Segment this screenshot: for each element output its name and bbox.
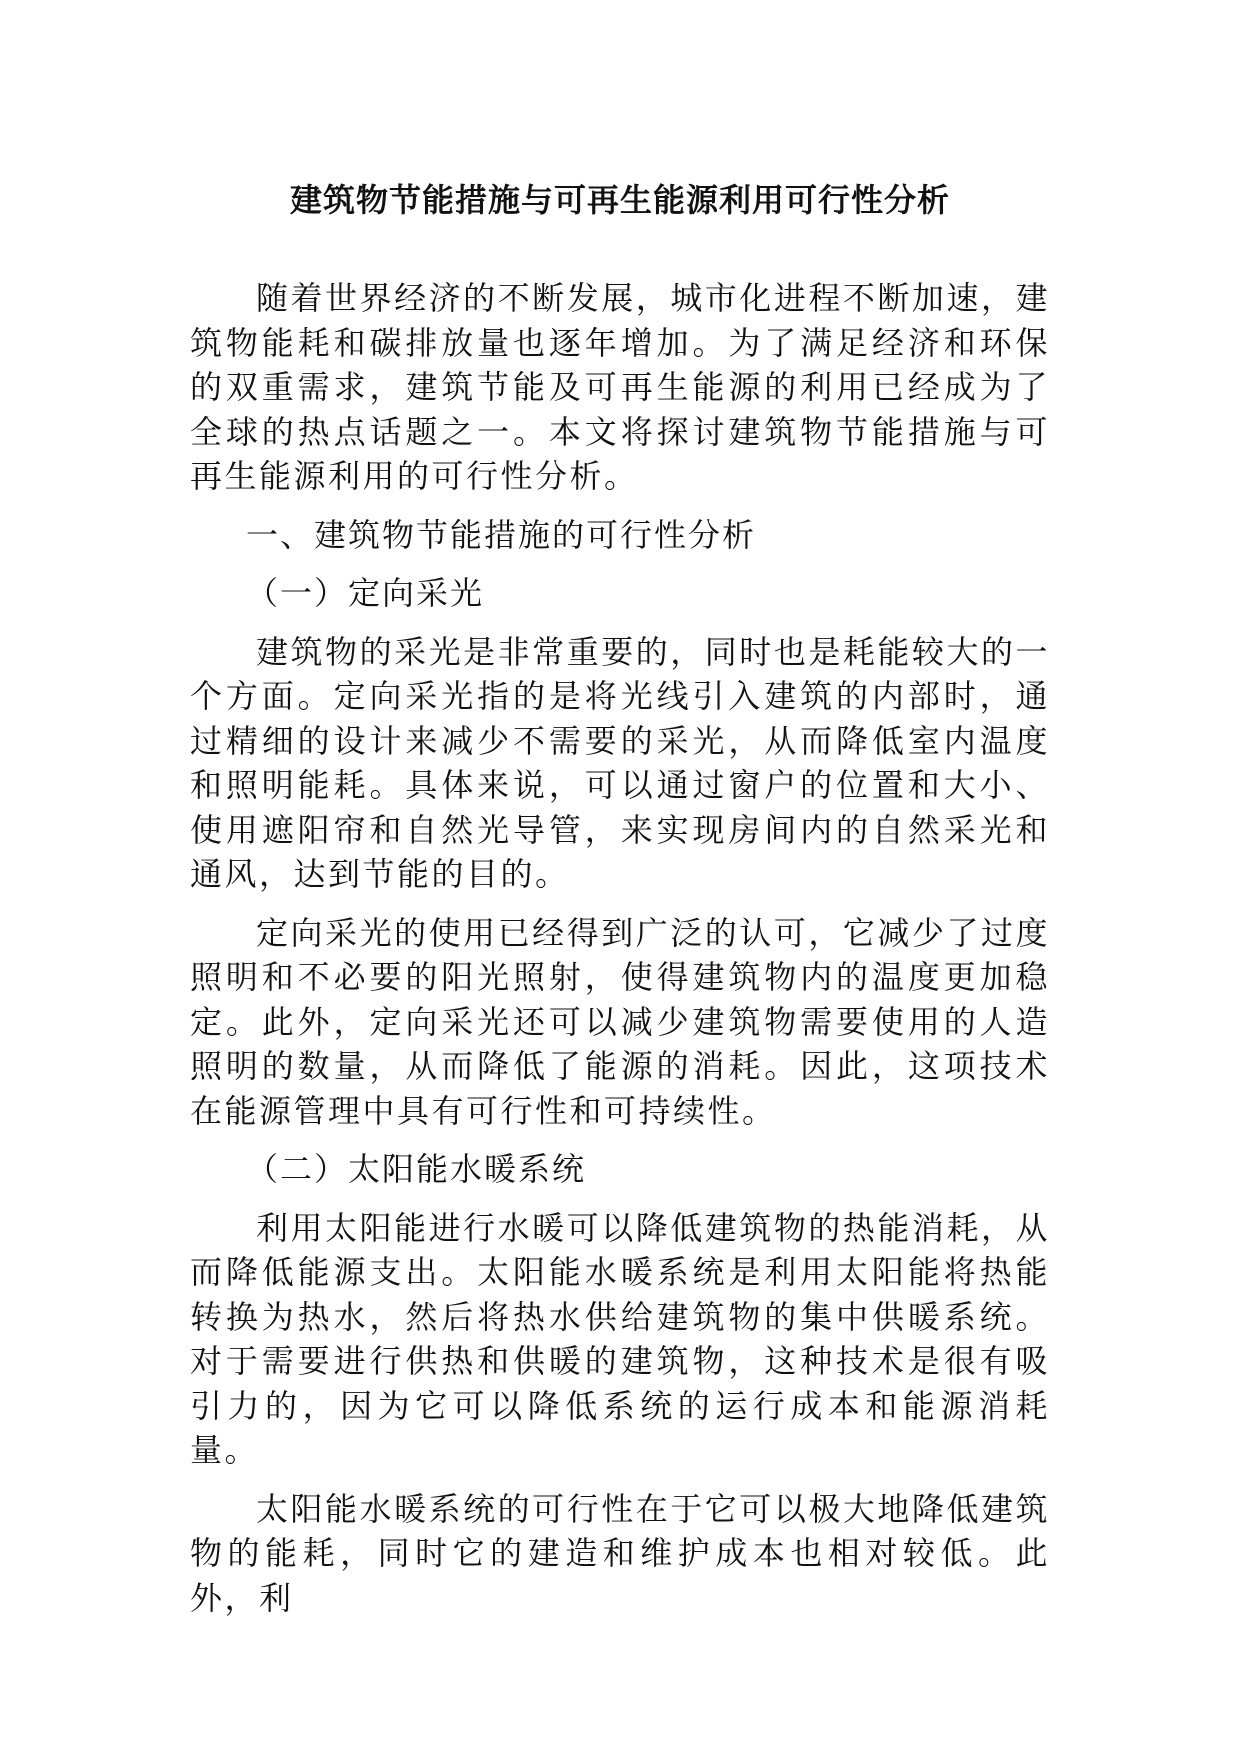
- section-heading-1: 一、建筑物节能措施的可行性分析: [246, 515, 757, 554]
- subsection-heading-2: （二）太阳能水暖系统: [246, 1150, 587, 1188]
- subsection-heading-1: （一）定向采光: [246, 574, 485, 612]
- paragraph-intro: 随着世界经济的不断发展，城市化进程不断加速，建筑物能耗和碳排放量也逐年增加。为了满足经济和环保的双重需求，建筑节能及可再生能源的利用已经成为了全球的热点话题之一。本文将探讨建筑物节能措施与可再生能源利用的可行性分析。: [190, 279, 1050, 495]
- paragraph-solar-heating-2: 太阳能水暖系统的可行性在于它可以极大地降低建筑物的能耗，同时它的建造和维护成本也相对较低。此外，利: [190, 1489, 1050, 1617]
- document-body: [190, 276, 1050, 1634]
- paragraph-daylighting-1: 建筑物的采光是非常重要的，同时也是耗能较大的一个方面。定向采光指的是将光线引入建筑的内部时，通过精细的设计来减少不需要的采光，从而降低室内温度和照明能耗。具体来说，可以通过窗户的位置和大小、使用遮阳帘和自然光导管，来实现房间内的自然采光和通风，达到节能的目的。: [190, 632, 1050, 893]
- paragraph-daylighting-2: 定向采光的使用已经得到广泛的认可，它减少了过度照明和不必要的阳光照射，使得建筑物内的温度更加稳定。此外，定向采光还可以减少建筑物需要使用的人造照明的数量，从而降低了能源的消耗。因此，这项技术在能源管理中具有可行性和可持续性。: [190, 913, 1050, 1130]
- paragraph-solar-heating-1: 利用太阳能进行水暖可以降低建筑物的热能消耗，从而降低能源支出。太阳能水暖系统是利用太阳能将热能转换为热水，然后将热水供给建筑物的集中供暖系统。对于需要进行供热和供暖的建筑物，这种技术是很有吸引力的，因为它可以降低系统的运行成本和能源消耗量。: [190, 1208, 1050, 1469]
- document-title: 建筑物节能措施与可再生能源利用可行性分析: [289, 181, 950, 219]
